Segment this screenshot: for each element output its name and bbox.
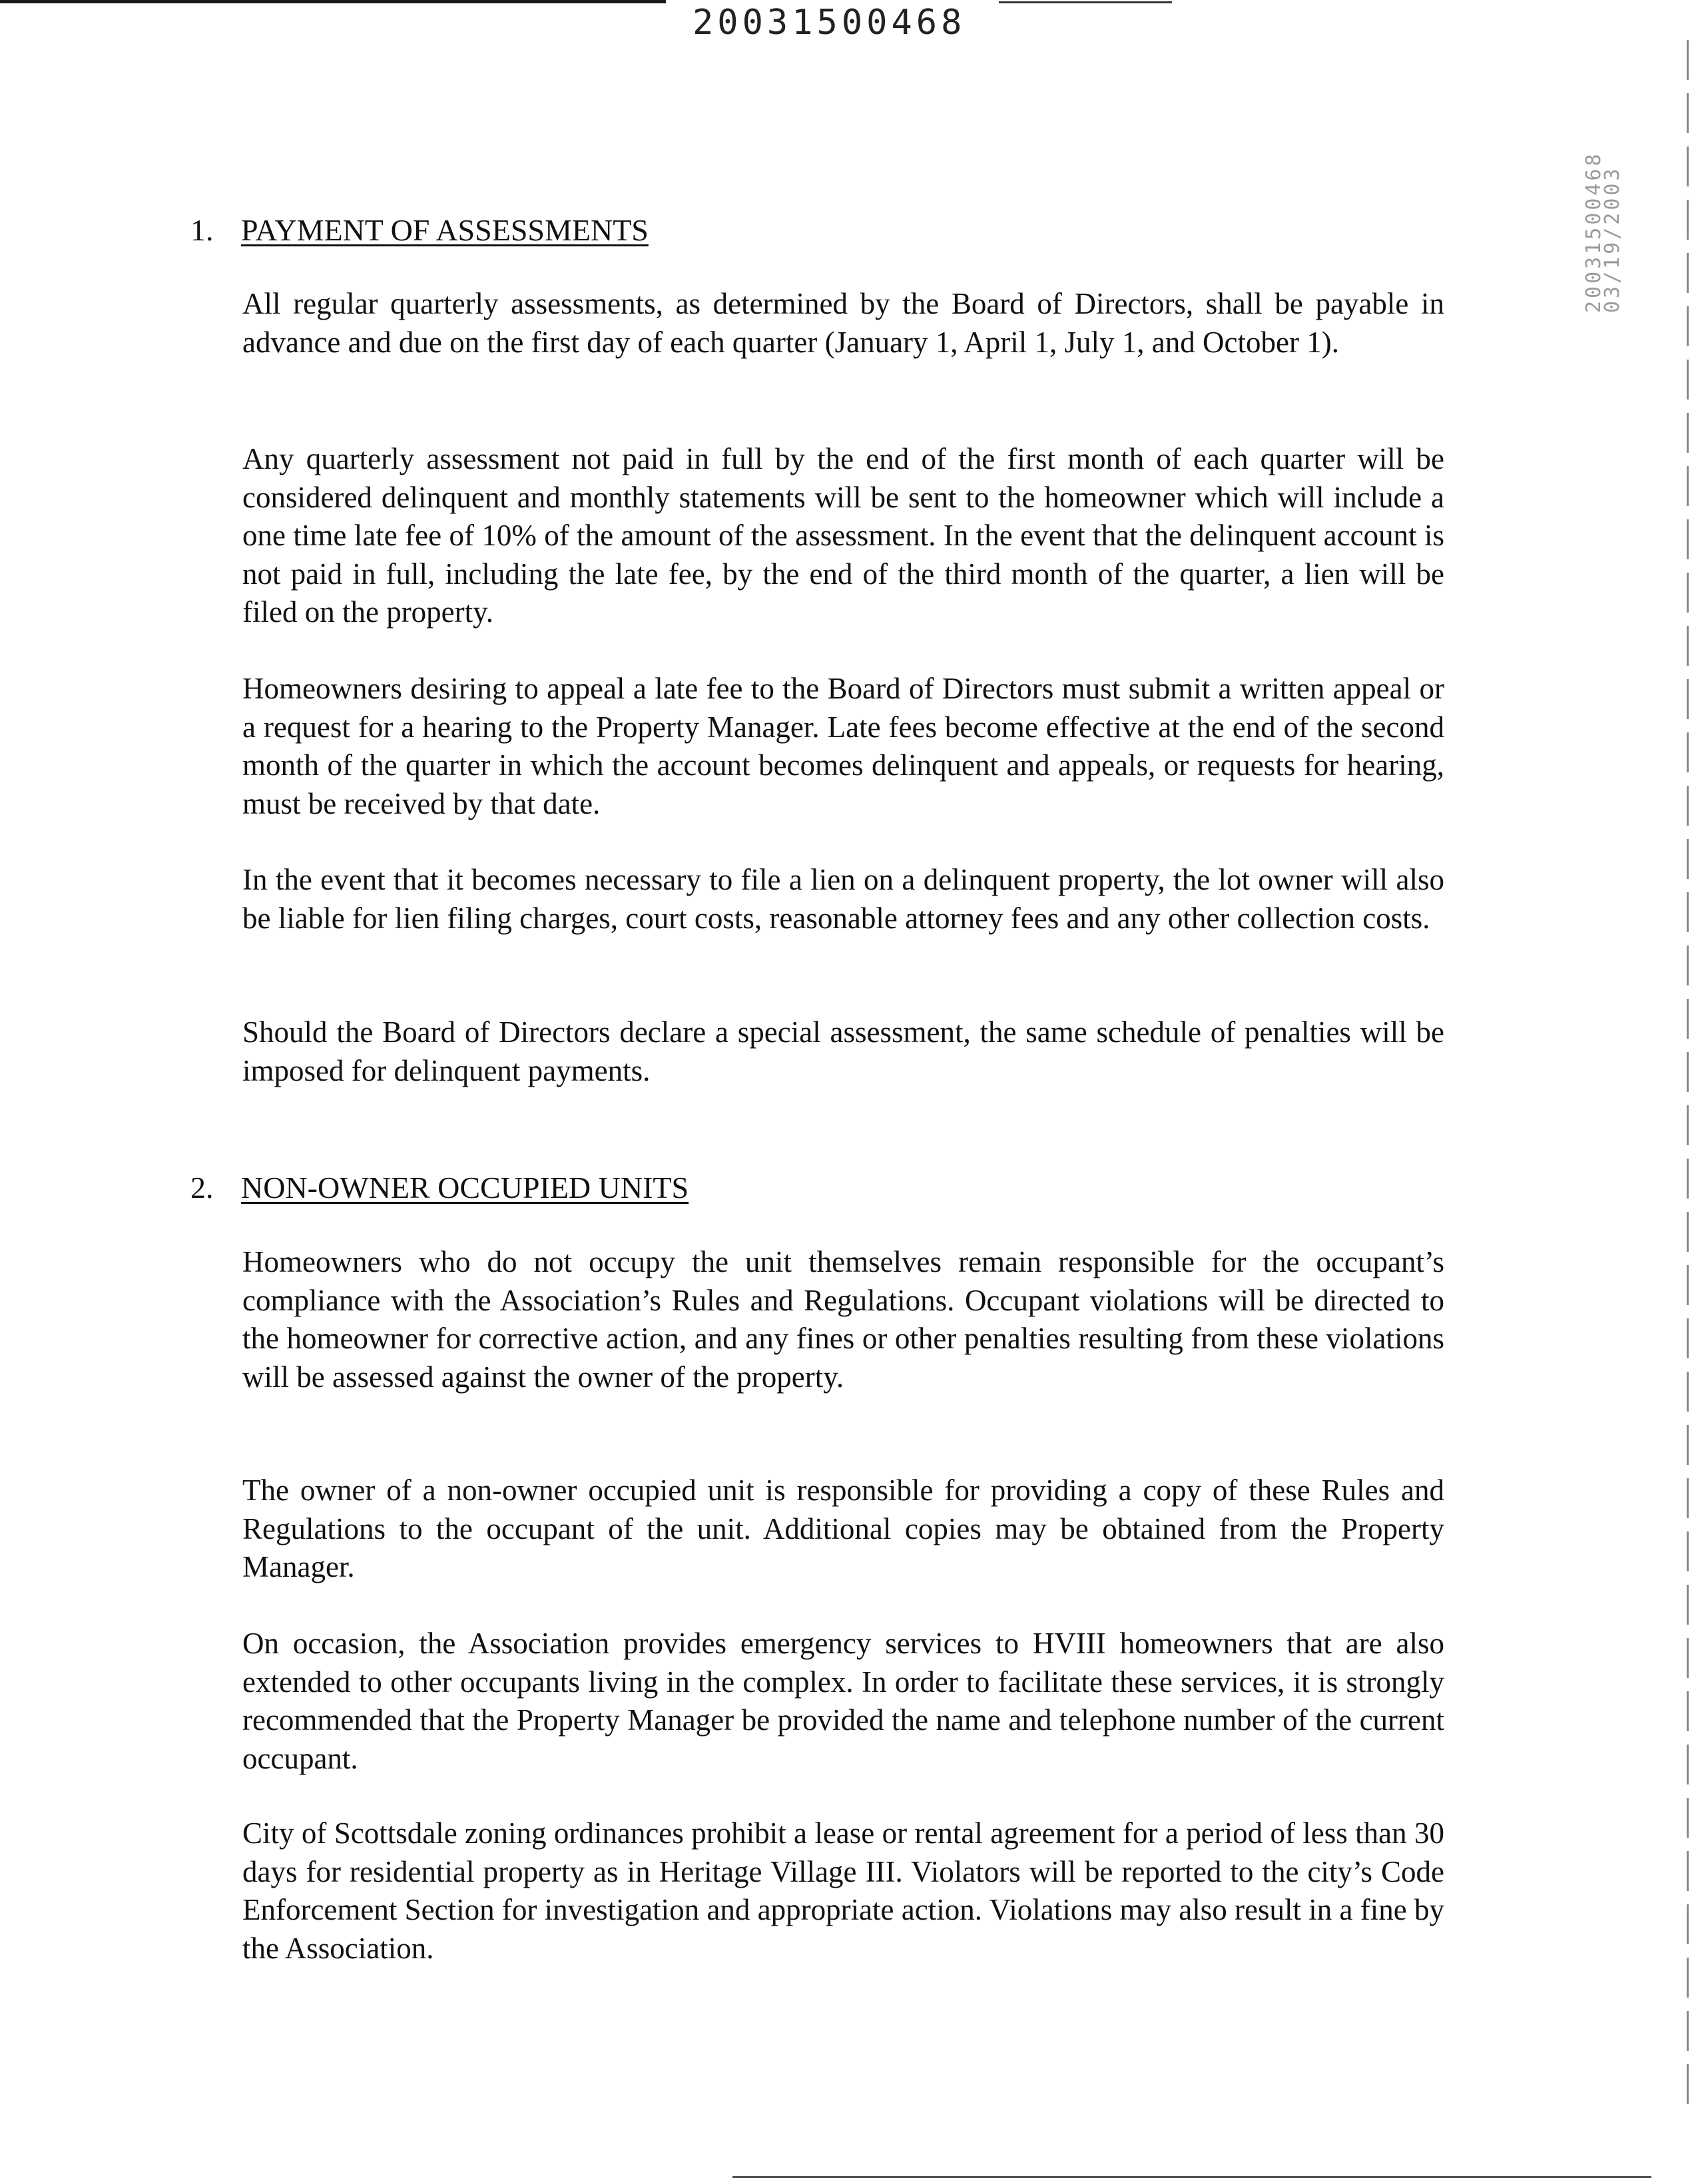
section-title: PAYMENT OF ASSESSMENTS xyxy=(241,213,649,247)
side-recording-stamp xyxy=(1582,151,1625,313)
paragraph: Any quarterly assessment not paid in full by the end of the first month of each quarter will be considered delinquent and monthly statements will be sent to the homeowner which will include a one time late fee of 10% of the amount of the assessment. In the event that the delinquent account is not paid in full, including the late fee, by the end of the third month of the quarter, a lien will be filed on the property. xyxy=(242,442,1444,629)
section-heading-non-owner-occupied-units xyxy=(190,1169,689,1207)
bottom-scan-rule xyxy=(732,2176,1651,2178)
paragraph: The owner of a non-owner occupied unit is responsible for providing a copy of these Rules and Regulations to the occupant of the unit. Additional copies may be obtained from the Property Manager. xyxy=(242,1474,1444,1583)
paragraph: Homeowners desiring to appeal a late fee to the Board of Directors must submit a written appeal or a request for a hearing to the Property Manager. Late fees become effective at the end of the second month of the quarter in which the account becomes delinquent and appeals, or requests for hearing, must be received by that date. xyxy=(242,672,1444,820)
paragraph: City of Scottsdale zoning ordinances prohibit a lease or rental agreement for a period of less than 30 days for residential property as in Heritage Village III. Violators will be reported to the city’s Code Enforcement Section for investigation and appropriate action. Violations may also result in a fine by the Association. xyxy=(242,1816,1444,1965)
paragraph: In the event that it becomes necessary to file a lien on a delinquent property, the lot owner will also be liable for lien filing charges, court costs, reasonable attorney fees and any other collection costs. xyxy=(242,863,1444,935)
section-number: 1. xyxy=(190,213,214,247)
side-stamp-line: 20031500468 xyxy=(1582,151,1605,313)
paragraph: All regular quarterly assessments, as determined by the Board of Directors, shall be payable in advance and due on the first day of each quarter (January 1, April 1, July 1, and October 1). xyxy=(242,287,1444,359)
section-number: 2. xyxy=(190,1171,214,1205)
top-scan-rule xyxy=(0,0,666,3)
paragraph: Homeowners who do not occupy the unit themselves remain responsible for the occupant’s compliance with the Association’s Rules and Regulations. Occupant violations will be directed to the homeowner for corrective action, and any fines or other penalties resulting from these violations will be assessed against the owner of the property. xyxy=(242,1245,1444,1394)
recording-number: 20031500468 xyxy=(693,3,966,43)
right-edge-rule xyxy=(1687,40,1689,2104)
paragraph: On occasion, the Association provides emergency services to HVIII homeowners that are also extended to other occupants living in the complex. In order to facilitate these services, it is strongly recommended that the Property Manager be provided the name and telephone number of the current occupant. xyxy=(242,1627,1444,1775)
section-title: NON-OWNER OCCUPIED UNITS xyxy=(241,1171,689,1205)
top-scan-rule-right xyxy=(999,1,1172,3)
side-stamp-line: 03/19/2003 xyxy=(1601,166,1624,313)
section-heading-payment-of-assessments xyxy=(190,212,649,249)
paragraph: Should the Board of Directors declare a special assessment, the same schedule of penalties will be imposed for delinquent payments. xyxy=(242,1015,1444,1087)
